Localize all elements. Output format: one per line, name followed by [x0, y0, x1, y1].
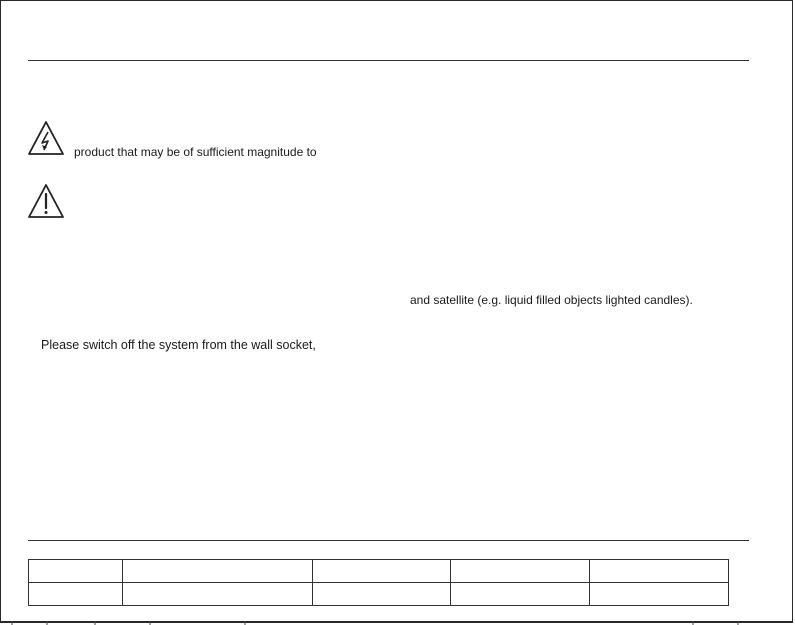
header-rule: [28, 60, 749, 61]
table-cell: [590, 560, 729, 583]
table-cell: [29, 560, 123, 583]
satellite-liquid-warning-text: and satellite (e.g. liquid filled objects lighted candles).: [410, 293, 693, 307]
caution-exclamation-icon: [27, 183, 65, 219]
table-cell: [313, 560, 451, 583]
table-row: [29, 560, 729, 583]
table-cell: [123, 560, 313, 583]
table-cell: [29, 583, 123, 606]
shock-warning-text: product that may be of sufficient magnitude to: [74, 145, 317, 159]
table-row: [29, 583, 729, 606]
switch-off-instruction-text: Please switch off the system from the wall socket,: [41, 338, 316, 352]
table-cell: [123, 583, 313, 606]
table-cell: [451, 560, 590, 583]
table-cell: [451, 583, 590, 606]
spec-table: [28, 559, 729, 606]
table-cell: [590, 583, 729, 606]
table-cell: [313, 583, 451, 606]
bottom-edge-marks: [0, 621, 795, 625]
electric-shock-warning-icon: [27, 120, 65, 156]
footer-rule: [28, 540, 749, 541]
